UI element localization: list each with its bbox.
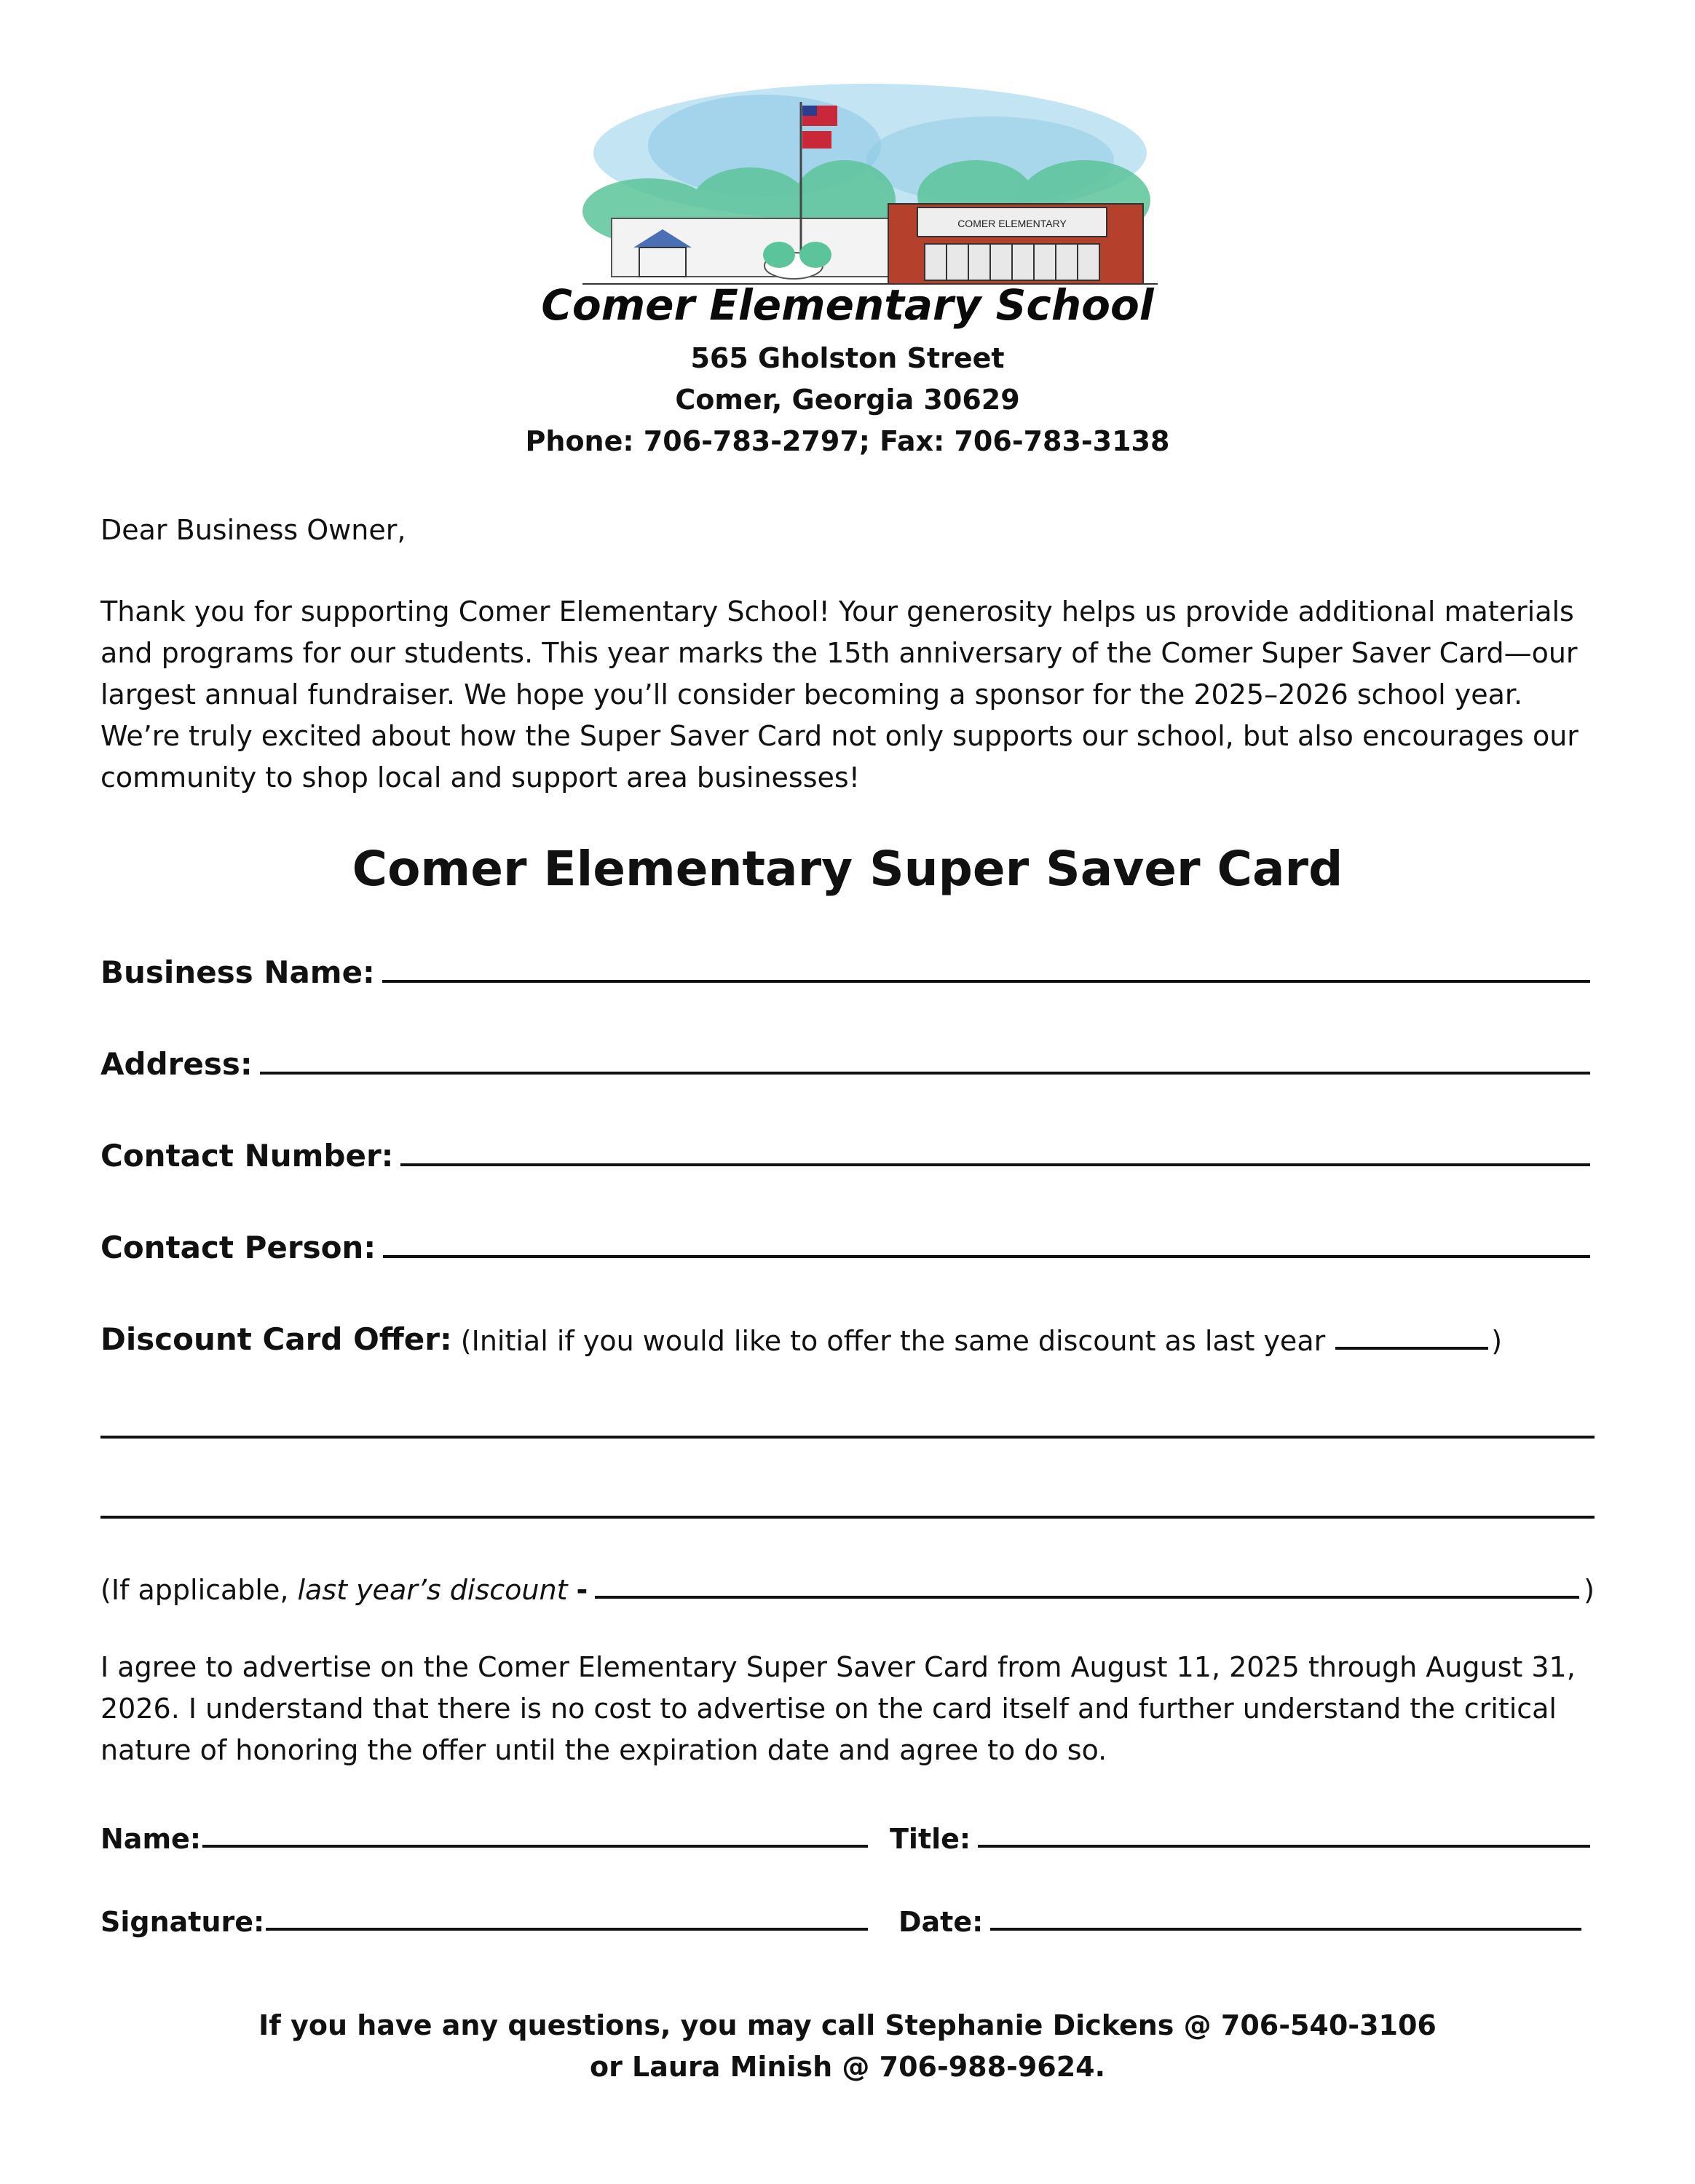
discount-offer-line-2[interactable] [100, 1516, 1595, 1519]
contact-person-field[interactable] [383, 1255, 1590, 1258]
intro-paragraph: Thank you for supporting Comer Elementary School! Your generosity helps us provide additional materials and programs for our students. This year marks the 15th anniversary of the Comer Super Saver Card—our largest annual fundraiser. We hope you’ll consider becoming a sponsor for the 2025–2026 school year. We’re truly excited about how the Super Saver Card not only supports our school, but also encourages our community to shop local and support area businesses! [100, 596, 1579, 794]
business-name-label: Business Name: [100, 954, 375, 990]
date-field[interactable] [990, 1928, 1581, 1931]
address-row [100, 1038, 1595, 1082]
footer-contact-line-2: or Laura Minish @ 706-988-9624. [589, 2051, 1106, 2083]
form-title: Comer Elementary Super Saver Card [352, 841, 1343, 897]
address-field[interactable] [260, 1072, 1590, 1075]
discount-offer-label: Discount Card Offer: [100, 1321, 452, 1357]
discount-offer-line-1[interactable] [100, 1436, 1595, 1439]
last-year-discount-row [100, 1562, 1595, 1606]
last-year-prefix: (If applicable, [100, 1574, 289, 1606]
signature-label: Signature: [100, 1906, 265, 1938]
name-group [100, 1823, 872, 1855]
business-name-field[interactable] [382, 980, 1590, 983]
date-group [872, 1906, 1586, 1938]
address-label: Address: [100, 1046, 253, 1082]
contact-person-row [100, 1222, 1595, 1265]
name-label: Name: [100, 1823, 202, 1855]
discount-close-paren: ) [1491, 1325, 1503, 1357]
last-year-discount-field[interactable] [595, 1596, 1579, 1599]
phone-fax: Phone: 706-783-2797; Fax: 706-783-3138 [525, 425, 1170, 457]
last-year-dash: - [576, 1574, 588, 1606]
contact-number-label: Contact Number: [100, 1138, 394, 1174]
name-field[interactable] [202, 1845, 868, 1848]
city-state-zip: Comer, Georgia 30629 [675, 384, 1020, 416]
building-sign-text: COMER ELEMENTARY [957, 218, 1067, 229]
signature-group [100, 1906, 872, 1938]
street-address: 565 Gholston Street [690, 342, 1005, 374]
business-name-row [100, 946, 1595, 990]
contact-number-field[interactable] [400, 1163, 1590, 1166]
footer-contact-line-1: If you have any questions, you may call Stephanie Dickens @ 706-540-3106 [258, 2009, 1437, 2041]
greeting: Dear Business Owner, [100, 514, 406, 546]
school-name: Comer Elementary School [541, 280, 1154, 330]
last-year-close-paren: ) [1584, 1574, 1595, 1606]
title-label: Title: [890, 1823, 971, 1855]
title-field[interactable] [978, 1845, 1590, 1848]
name-title-row [100, 1811, 1595, 1855]
discount-initial-field[interactable] [1335, 1347, 1488, 1350]
date-label: Date: [898, 1906, 984, 1938]
discount-offer-row [100, 1313, 1595, 1357]
agreement-paragraph: I agree to advertise on the Comer Elementary Super Saver Card from August 11, 2025 through August 31, 2026. I understand that there is no cost to advertise on the card itself and further understand the critical nature of honoring the offer until the expiration date and agree to do so. [100, 1651, 1576, 1766]
signature-date-row [100, 1894, 1595, 1938]
contact-person-label: Contact Person: [100, 1230, 376, 1265]
discount-initial-note: (Initial if you would like to offer the same discount as last year [460, 1325, 1326, 1357]
title-group [872, 1823, 1595, 1855]
school-building-illustration [582, 80, 1158, 288]
contact-number-row [100, 1130, 1595, 1174]
last-year-italic: last year’s discount [297, 1574, 568, 1606]
signature-field[interactable] [266, 1928, 868, 1931]
